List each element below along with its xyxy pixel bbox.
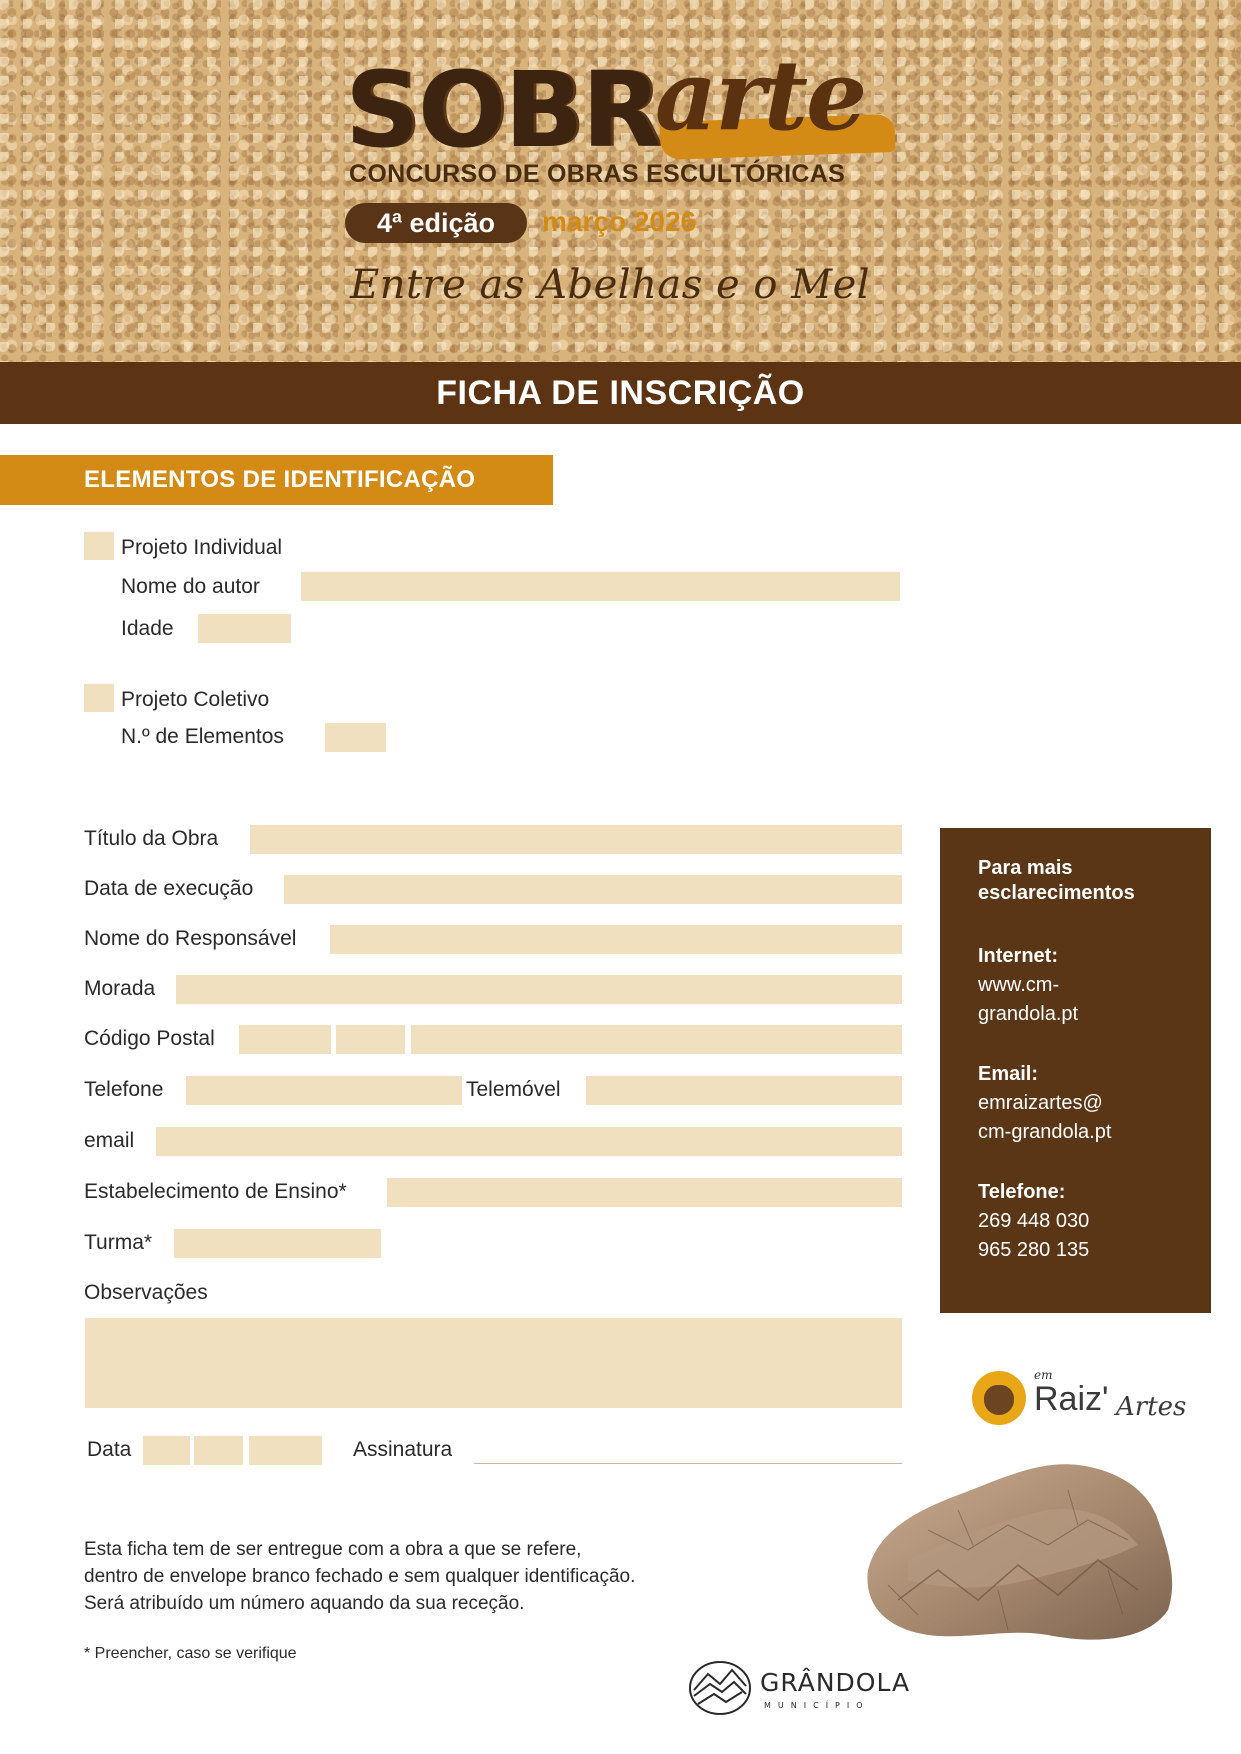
note-line-3: Será atribuído um número aquando da sua receção. [84,1593,525,1614]
signature-line[interactable] [474,1463,902,1464]
date-day-field[interactable] [143,1436,190,1465]
postal-code-part1-field[interactable] [239,1025,331,1054]
edition-badge: 4ª edição [345,203,527,243]
author-name-field[interactable] [301,572,900,601]
info-title-line1: Para mais [978,857,1073,879]
submission-note [84,1536,635,1617]
internet-label: Internet: [978,945,1058,967]
postal-code-part2-field[interactable] [336,1025,405,1054]
execution-date-field[interactable] [284,875,902,904]
members-count-field[interactable] [325,723,386,752]
header-banner [0,0,1241,362]
date-label: Data [87,1438,132,1461]
tagline: Entre as Abelhas e o Mel [350,262,871,308]
responsible-name-field[interactable] [330,925,902,954]
info-email-line2: cm-grandola.pt [978,1121,1112,1143]
section-heading: ELEMENTOS DE IDENTIFICAÇÃO [0,455,553,505]
cork-bark-image [848,1450,1188,1650]
contest-subtitle: CONCURSO DE OBRAS ESCULTÓRICAS [349,160,846,188]
info-box [940,828,1211,1313]
info-email-label: Email: [978,1063,1039,1085]
members-count-label: N.º de Elementos [121,725,284,748]
municipality-name: GRÂNDOLA [760,1668,911,1697]
municipality-subtitle: MUNICÍPIO [764,1701,870,1710]
class-label: Turma* [84,1231,153,1254]
info-phone-2: 965 280 135 [978,1239,1090,1261]
postal-code-label: Código Postal [84,1027,215,1050]
signature-label: Assinatura [353,1438,453,1461]
date-year-field[interactable] [249,1436,322,1465]
raiz-artes-em: em [1034,1368,1053,1382]
email-label: email [84,1129,135,1152]
author-name-label: Nome do autor [121,575,260,598]
observations-field[interactable] [85,1318,902,1408]
class-field[interactable] [174,1229,381,1258]
info-title-line2: esclarecimentos [978,882,1135,904]
raiz-artes-artes: Artes [1116,1392,1187,1422]
mobile-label: Telemóvel [466,1078,561,1101]
school-label: Estabelecimento de Ensino* [84,1180,347,1203]
work-title-label: Título da Obra [84,827,219,850]
date-month-field[interactable] [194,1436,243,1465]
internet-value-line1: www.cm- [978,974,1060,996]
responsible-name-label: Nome do Responsável [84,927,297,950]
individual-checkbox[interactable] [84,532,114,560]
internet-value-line2: grandola.pt [978,1003,1079,1025]
edition-date: março 2026 [542,206,697,237]
school-field[interactable] [387,1178,902,1207]
mascot-face-icon [984,1385,1014,1415]
age-label: Idade [121,617,174,640]
email-field[interactable] [156,1127,902,1156]
mobile-field[interactable] [586,1076,902,1105]
work-title-field[interactable] [250,825,902,854]
postal-locality-field[interactable] [411,1025,902,1054]
note-line-2: dentro de envelope branco fechado e sem qualquer identificação. [84,1566,636,1587]
observations-label: Observações [84,1281,208,1304]
info-title [978,856,1191,906]
info-phone-label: Telefone: [978,1181,1066,1203]
phone-field[interactable] [186,1076,462,1105]
grandola-mountain-icon [688,1660,752,1716]
logo-accent-text: arte [655,39,866,152]
form-title: FICHA DE INSCRIÇÃO [0,362,1241,424]
individual-option-label: Projeto Individual [121,536,283,559]
info-phone-1: 269 448 030 [978,1210,1090,1232]
phone-label: Telefone [84,1078,164,1101]
age-field[interactable] [198,614,291,643]
address-field[interactable] [176,975,902,1004]
collective-option-label: Projeto Coletivo [121,688,270,711]
execution-date-label: Data de execução [84,877,254,900]
info-email-line1: emraizartes@ [978,1092,1103,1114]
footnote: * Preencher, caso se verifique [84,1645,297,1662]
note-line-1: Esta ficha tem de ser entregue com a obra a que se refere, [84,1539,582,1560]
raiz-artes-raiz: Raiz' [1034,1380,1109,1418]
address-label: Morada [84,977,156,1000]
logo-main-text: SOBR [345,49,660,171]
collective-checkbox[interactable] [84,684,114,712]
